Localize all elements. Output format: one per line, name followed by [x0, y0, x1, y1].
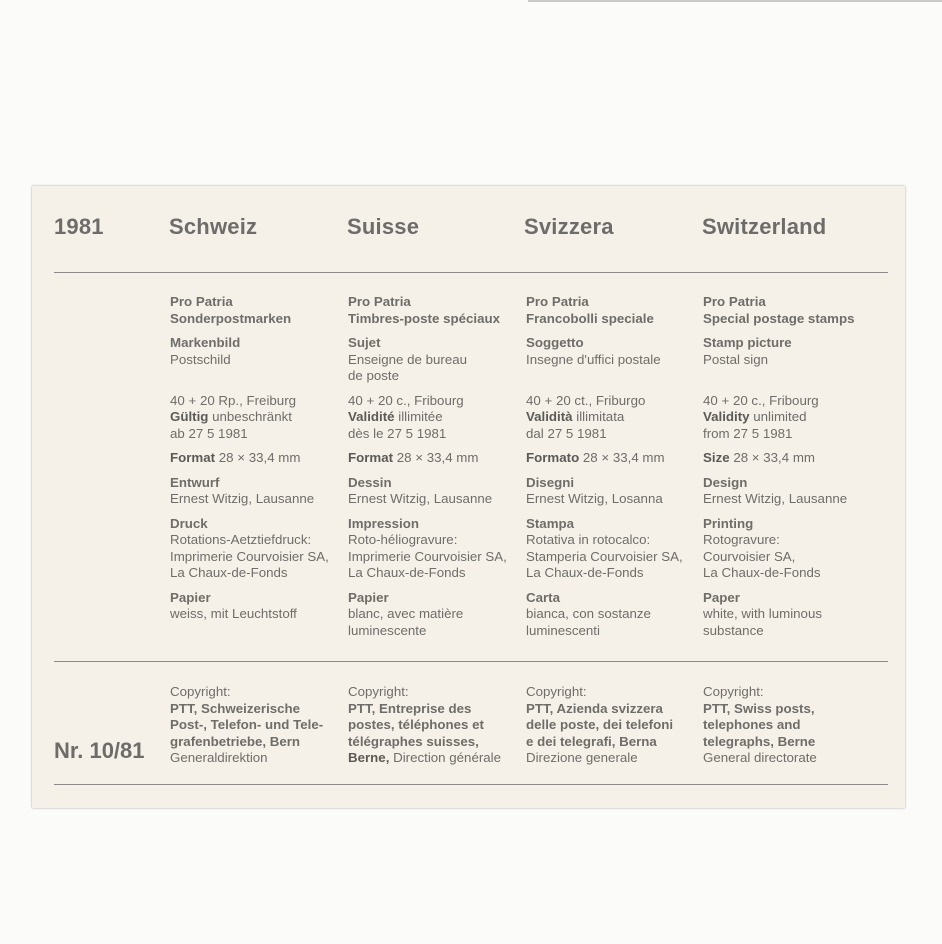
issue-line-1: Pro Patria: [526, 294, 589, 309]
column-italian: [526, 294, 704, 639]
subject-label: Sujet: [348, 335, 381, 350]
card-number: Nr. 10/81: [54, 738, 145, 763]
copyright-tail: General directorate: [703, 750, 817, 765]
subject-label: Stamp picture: [703, 335, 792, 350]
design-label: Entwurf: [170, 474, 220, 490]
format-line: [526, 450, 704, 467]
header-suisse: Suisse: [347, 214, 420, 239]
format-label: Format: [170, 450, 216, 465]
print-label: Stampa: [526, 515, 575, 531]
paper-line-1: bianca, con sostanze: [526, 606, 651, 621]
format-label: Size: [703, 450, 730, 465]
column-french: [348, 294, 526, 639]
print-line-2: Imprimerie Courvoisier SA,: [170, 548, 329, 564]
copyright-line-4: [526, 750, 704, 767]
validity-date: dès le 27 5 1981: [348, 425, 447, 441]
paper-line-1: weiss, mit Leuchtstoff: [170, 606, 297, 621]
subject-line-2: de poste: [348, 368, 400, 383]
design-label: Design: [703, 474, 748, 490]
print-line-1: Rotations-Aetztiefdruck:: [170, 532, 312, 547]
copyright-line-2: Post-, Telefon- und Tele-: [170, 717, 324, 732]
validity-line: [348, 409, 526, 426]
paper-label: Carta: [526, 589, 560, 605]
middle-divider: [54, 661, 888, 662]
issue-line-2: Special postage stamps: [703, 310, 855, 326]
subject-line-1: Enseigne de bureau: [348, 351, 468, 367]
year-heading: 1981: [54, 214, 104, 239]
subject-line-1: Postschild: [170, 351, 231, 367]
print-label: Printing: [703, 515, 754, 531]
header-schweiz: Schweiz: [169, 214, 258, 239]
print-line-3: La Chaux-de-Fonds: [348, 565, 466, 580]
copyright-line-3: télégraphes suisses,: [348, 733, 479, 749]
copyright-line-2: telephones and: [703, 717, 801, 732]
paper-line-1: blanc, avec matière: [348, 606, 464, 621]
top-divider: [54, 272, 888, 273]
print-line-1: Rotogravure:: [703, 532, 780, 547]
issue-line-2: Timbres-poste spéciaux: [348, 310, 500, 326]
subject-line-1: Insegne d'uffici postale: [526, 351, 661, 367]
paper-label: Papier: [348, 589, 389, 605]
format-line: [348, 450, 526, 467]
copyright-line-1: PTT, Entreprise des: [348, 700, 472, 716]
design-label: Disegni: [526, 474, 575, 490]
validity-value: illimitée: [398, 409, 443, 424]
paper-line-1: white, with luminous: [703, 606, 822, 621]
subject-line-2: [703, 368, 881, 385]
validity-value: unbeschränkt: [212, 409, 292, 424]
subject-label: Soggetto: [526, 335, 584, 350]
print-line-3: La Chaux-de-Fonds: [703, 565, 821, 580]
subject-label: Markenbild: [170, 335, 241, 350]
copyright-label: Copyright:: [170, 684, 231, 699]
paper-label: Paper: [703, 589, 740, 605]
subject-line-2: [170, 368, 348, 385]
copyright-line-4: [703, 750, 881, 767]
design-value: Ernest Witzig, Lausanne: [703, 491, 848, 506]
issue-line-1: Pro Patria: [703, 294, 766, 309]
value-line: 40 + 20 Rp., Freiburg: [170, 392, 297, 408]
paper-line-2: luminescente: [348, 622, 427, 638]
copyright-line-2: postes, téléphones et: [348, 717, 484, 732]
issue-line-2: Sonderpostmarken: [170, 310, 292, 326]
validity-label: Validità: [526, 409, 573, 424]
copyright-line-2: delle poste, dei telefoni: [526, 717, 674, 732]
copyright-label: Copyright:: [703, 684, 764, 699]
validity-value: unlimited: [753, 409, 807, 424]
issue-line-1: Pro Patria: [348, 294, 411, 309]
validity-line: [170, 409, 348, 426]
copyright-line-4: [170, 750, 348, 767]
format-value: 28 × 33,4 mm: [218, 450, 301, 465]
copyright-label: Copyright:: [526, 684, 587, 699]
print-line-2: Stamperia Courvoisier SA,: [526, 548, 683, 564]
issue-line-1: Pro Patria: [170, 294, 233, 309]
column-german: [170, 294, 348, 623]
value-line: 40 + 20 c., Fribourg: [348, 392, 464, 408]
validity-label: Gültig: [170, 409, 209, 424]
format-label: Formato: [526, 450, 580, 465]
copyright-bold: Berne,: [348, 750, 390, 765]
copyright-line-1: PTT, Azienda svizzera: [526, 700, 663, 716]
copyright-line-4: [348, 750, 526, 767]
validity-label: Validity: [703, 409, 750, 424]
copyright-line-3: telegraphs, Berne: [703, 733, 816, 749]
print-line-3: La Chaux-de-Fonds: [526, 565, 644, 580]
subject-line-1: Postal sign: [703, 351, 769, 367]
stamp-info-card: [32, 186, 905, 808]
format-value: 28 × 33,4 mm: [582, 450, 665, 465]
validity-line: [526, 409, 704, 426]
value-line: 40 + 20 c., Fribourg: [703, 392, 819, 408]
validity-label: Validité: [348, 409, 395, 424]
subject-line-2: [526, 368, 704, 385]
print-label: Druck: [170, 515, 208, 531]
copyright-line-1: PTT, Swiss posts,: [703, 700, 815, 716]
copyright-line-3: e dei telegrafi, Berna: [526, 733, 657, 749]
print-line-2: Courvoisier SA,: [703, 548, 796, 564]
design-value: Ernest Witzig, Losanna: [526, 491, 663, 506]
copyright-tail: Generaldirektion: [170, 750, 268, 765]
copyright-line-1: PTT, Schweizerische: [170, 700, 301, 716]
copyright-german: [170, 684, 348, 767]
format-line: [703, 450, 881, 467]
header-svizzera: Svizzera: [524, 214, 614, 239]
scan-edge-line: [528, 0, 942, 2]
copyright-line-3: grafenbetriebe, Bern: [170, 733, 301, 749]
copyright-label: Copyright:: [348, 684, 409, 699]
validity-line: [703, 409, 881, 426]
format-value: 28 × 33,4 mm: [396, 450, 479, 465]
format-line: [170, 450, 348, 467]
validity-value: illimitata: [576, 409, 625, 424]
format-label: Format: [348, 450, 394, 465]
print-label: Impression: [348, 515, 419, 531]
column-english: [703, 294, 881, 639]
design-value: Ernest Witzig, Lausanne: [170, 491, 315, 506]
validity-date: ab 27 5 1981: [170, 425, 248, 441]
design-value: Ernest Witzig, Lausanne: [348, 491, 493, 506]
copyright-italian: [526, 684, 704, 767]
copyright-tail: Direction générale: [393, 750, 502, 765]
format-value: 28 × 33,4 mm: [733, 450, 815, 465]
validity-date: dal 27 5 1981: [526, 425, 607, 441]
print-line-2: Imprimerie Courvoisier SA,: [348, 548, 507, 564]
design-label: Dessin: [348, 474, 392, 490]
header-switzerland: Switzerland: [702, 214, 827, 239]
copyright-english: [703, 684, 881, 767]
paper-label: Papier: [170, 589, 211, 605]
paper-line-2: luminescenti: [526, 622, 600, 638]
print-line-1: Roto-héliogravure:: [348, 532, 458, 547]
print-line-1: Rotativa in rotocalco:: [526, 532, 651, 547]
issue-line-2: Francobolli speciale: [526, 310, 654, 326]
value-line: 40 + 20 ct., Friburgo: [526, 392, 646, 408]
paper-line-2: substance: [703, 622, 764, 638]
print-line-3: La Chaux-de-Fonds: [170, 565, 288, 580]
bottom-divider: [54, 784, 888, 785]
copyright-tail: Direzione generale: [526, 750, 638, 765]
copyright-french: [348, 684, 526, 767]
validity-date: from 27 5 1981: [703, 425, 793, 441]
